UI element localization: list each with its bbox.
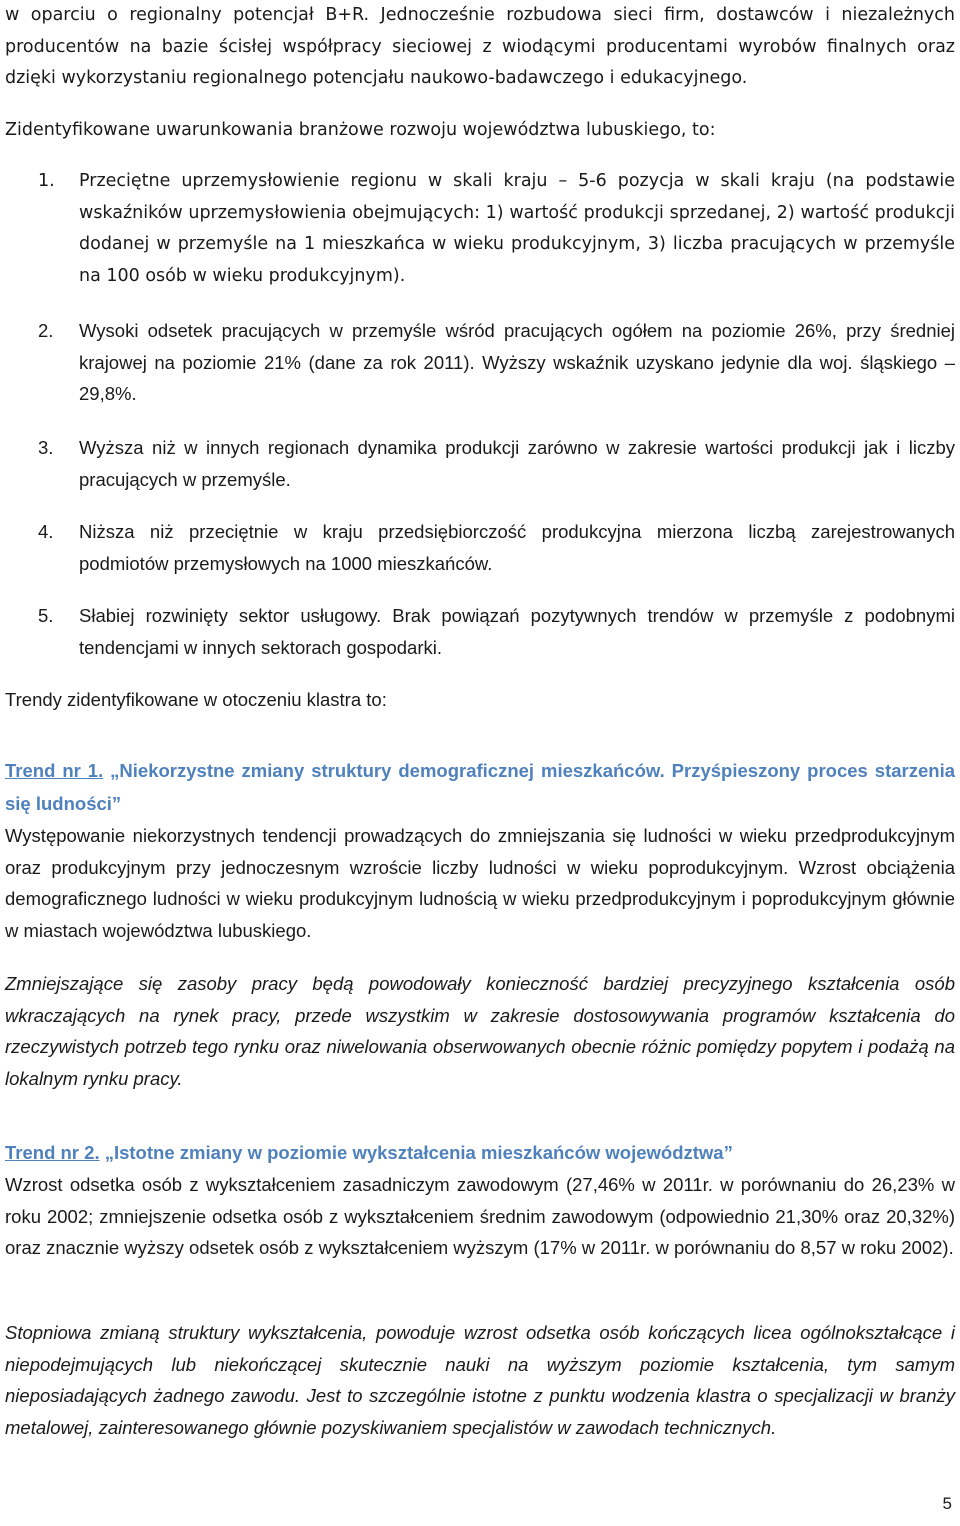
trend-2-title: „Istotne zmiany w poziomie wykształcenia mieszkańców województwa” — [99, 1141, 733, 1163]
trend-1-label: Trend nr 1. — [5, 759, 104, 781]
condition-text: Przeciętne uprzemysłowienie regionu w skali kraju – 5-6 pozycja w skali kraju (na podstawie wskaźników uprzemysłowienia obejmujących: 1) wartość produkcji sprzedanej, 2) wartość produkcji dodanej w przemyśle na 1 mieszkańca w wieku produkcyjnym, 3) liczba pracujących w przemyśle na 100 osób w wieku produkcyjnym). — [79, 171, 955, 286]
page-number: 5 — [942, 1494, 952, 1513]
condition-number: 1. — [38, 171, 55, 191]
condition-number: 2. — [38, 320, 54, 341]
trend-1-heading — [5, 754, 955, 820]
trend-2-heading — [5, 1136, 955, 1169]
condition-text: Wyższa niż w innych regionach dynamika produkcji zarówno w zakresie wartości produkcji jak i liczby pracujących w przemyśle. — [79, 437, 955, 490]
condition-text: Niższa niż przeciętnie w kraju przedsiębiorczość produkcyjna mierzona liczbą zarejestrowanych podmiotów przemysłowych na 1000 mieszkańców. — [79, 521, 955, 574]
trend-2-label: Trend nr 2. — [5, 1141, 100, 1163]
trend-2-italic-paragraph: Stopniowa zmianą struktury wykształcenia, powoduje wzrost odsetka osób kończących licea ogólnokształcące i niepodejmujących lub niekończącej skutecznie nauki na wyższym poziomie kształcenia, tym samym nieposiadających żadnego zawodu. Jest to szczególnie istotne z punktu wodzenia klastra o specjalizacji w branży metalowej, zainteresowanego głównie pozyskiwaniem specjalistów w zawodach technicznych. — [5, 1322, 955, 1438]
condition-number: 5. — [38, 605, 54, 626]
trend-1-title: „Niekorzystne zmiany struktury demograficznej mieszkańców. Przyśpieszony proces starzenia się ludności” — [5, 759, 955, 814]
trends-heading: Trendy zidentyfikowane w otoczeniu klastra to: — [5, 689, 387, 710]
condition-number: 4. — [38, 521, 54, 542]
condition-text: Słabiej rozwinięty sektor usługowy. Brak powiązań pozytywnych trendów w przemyśle z podobnymi tendencjami w innych sektorach gospodarki. — [79, 605, 955, 658]
trend-1-paragraph: Występowanie niekorzystnych tendencji prowadzących do zmniejszania się ludności w wieku przedprodukcyjnym oraz produkcyjnym przy jednoczesnym wzroście liczby ludności w wieku poprodukcyjnym. Wzrost obciążenia demograficznego ludności w wieku produkcyjnym ludnością w wieku przedprodukcyjnym i poprodukcyjnym głównie w miastach województwa lubuskiego. — [5, 825, 955, 941]
condition-number: 3. — [38, 437, 54, 458]
conditions-heading: Zidentyfikowane uwarunkowania branżowe rozwoju województwa lubuskiego, to: — [5, 120, 716, 140]
condition-text: Wysoki odsetek pracujących w przemyśle wśród pracujących ogółem na poziomie 26%, przy średniej krajowej na poziomie 21% (dane za rok 2011). Wyższy wskaźnik uzyskano jedynie dla woj. śląskiego – 29,8%. — [79, 320, 955, 404]
trend-2-paragraph: Wzrost odsetka osób z wykształceniem zasadniczym zawodowym (27,46% w 2011r. w porównaniu do 26,23% w roku 2002; zmniejszenie odsetka osób z wykształceniem średnim zawodowym (odpowiednio 21,30% oraz 20,32%) oraz znacznie wyższy odsetek osób z wykształceniem wyższym (17% w 2011r. w porównaniu do 8,57 w roku 2002). — [5, 1174, 955, 1258]
intro-paragraph: w oparciu o regionalny potencjał B+R. Jednocześnie rozbudowa sieci firm, dostawców i niezależnych producentów na bazie ścisłej współpracy sieciowej z wiodącymi producentami wyrobów finalnych oraz dzięki wykorzystaniu regionalnego potencjału naukowo-badawczego i edukacyjnego. — [5, 5, 955, 88]
trend-1-italic-paragraph: Zmniejszające się zasoby pracy będą powodowały konieczność bardziej precyzyjnego kształcenia osób wkraczających na rynek pracy, przede wszystkim w zakresie dostosowywania programów kształcenia do rzeczywistych potrzeb tego rynku oraz niwelowania obserwowanych obecnie różnic pomiędzy popytem i podażą na lokalnym rynku pracy. — [5, 973, 955, 1089]
